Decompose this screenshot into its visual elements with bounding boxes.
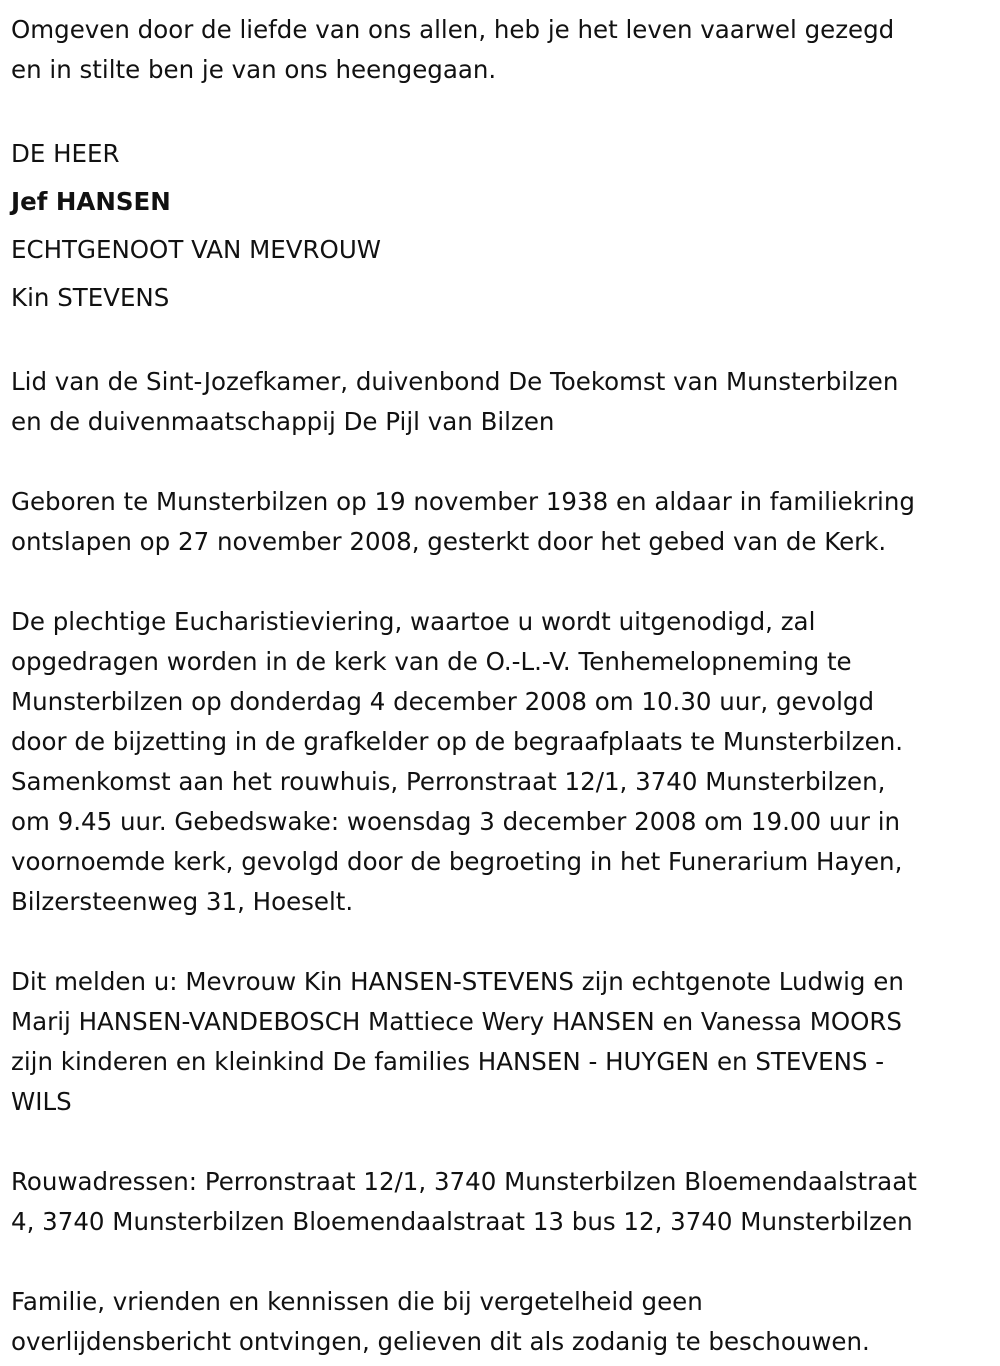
- ceremony-line: opgedragen worden in de kerk van de O.-L.-V. Tenhemelopneming te: [11, 647, 852, 676]
- honorific: DE HEER: [11, 139, 120, 168]
- deceased-name: Jef HANSEN: [11, 187, 171, 216]
- spacer: [11, 1122, 990, 1162]
- birth-death-line-1: Geboren te Munsterbilzen op 19 november 1938 en aldaar in familiekring: [11, 487, 915, 516]
- intro-line-2: en in stilte ben je van ons heengegaan.: [11, 55, 497, 84]
- intro-line-1: Omgeven door de liefde van ons allen, heb je het leven vaarwel gezegd: [11, 15, 895, 44]
- announcement-line: zijn kinderen en kleinkind De families HANSEN - HUYGEN en STEVENS -: [11, 1047, 885, 1076]
- birth-death-line-2: ontslapen op 27 november 2008, gesterkt door het gebed van de Kerk.: [11, 527, 887, 556]
- closing-line-1: Familie, vrienden en kennissen die bij vergetelheid geen: [11, 1287, 703, 1316]
- ceremony-line: Munsterbilzen op donderdag 4 december 2008 om 10.30 uur, gevolgd: [11, 687, 875, 716]
- spacer: [11, 90, 990, 130]
- ceremony-line: door de bijzetting in de grafkelder op de begraafplaats te Munsterbilzen.: [11, 727, 904, 756]
- ceremony-paragraph: [11, 602, 990, 922]
- closing-paragraph: [11, 1282, 990, 1362]
- spacer: [11, 442, 990, 482]
- ceremony-line: De plechtige Eucharistieviering, waartoe u wordt uitgenodigd, zal: [11, 607, 816, 636]
- spacer: [11, 1242, 990, 1282]
- addresses-paragraph: [11, 1162, 990, 1242]
- announcement-line: WILS: [11, 1087, 72, 1116]
- spacer: [11, 562, 990, 602]
- deceased-block: [11, 130, 990, 322]
- membership-paragraph: [11, 362, 990, 442]
- announcement-paragraph: [11, 962, 990, 1122]
- ceremony-line: om 9.45 uur. Gebedswake: woensdag 3 december 2008 om 19.00 uur in: [11, 807, 901, 836]
- birth-death-paragraph: [11, 482, 990, 562]
- spacer: [11, 322, 990, 362]
- membership-line-1: Lid van de Sint-Jozefkamer, duivenbond De Toekomst van Munsterbilzen: [11, 367, 899, 396]
- spacer: [11, 922, 990, 962]
- relation-label: ECHTGENOOT VAN MEVROUW: [11, 235, 382, 264]
- spouse-name: Kin STEVENS: [11, 283, 170, 312]
- announcement-line: Dit melden u: Mevrouw Kin HANSEN-STEVENS zijn echtgenote Ludwig en: [11, 967, 904, 996]
- ceremony-line: Samenkomst aan het rouwhuis, Perronstraat 12/1, 3740 Munsterbilzen,: [11, 767, 886, 796]
- intro-paragraph: [11, 10, 990, 90]
- ceremony-line: Bilzersteenweg 31, Hoeselt.: [11, 887, 354, 916]
- announcement-line: Marij HANSEN-VANDEBOSCH Mattiece Wery HANSEN en Vanessa MOORS: [11, 1007, 902, 1036]
- closing-line-2: overlijdensbericht ontvingen, gelieven dit als zodanig te beschouwen.: [11, 1327, 870, 1356]
- addresses-line-2: 4, 3740 Munsterbilzen Bloemendaalstraat 13 bus 12, 3740 Munsterbilzen: [11, 1207, 913, 1236]
- addresses-line-1: Rouwadressen: Perronstraat 12/1, 3740 Munsterbilzen Bloemendaalstraat: [11, 1167, 917, 1196]
- ceremony-line: voornoemde kerk, gevolgd door de begroeting in het Funerarium Hayen,: [11, 847, 903, 876]
- membership-line-2: en de duivenmaatschappij De Pijl van Bilzen: [11, 407, 555, 436]
